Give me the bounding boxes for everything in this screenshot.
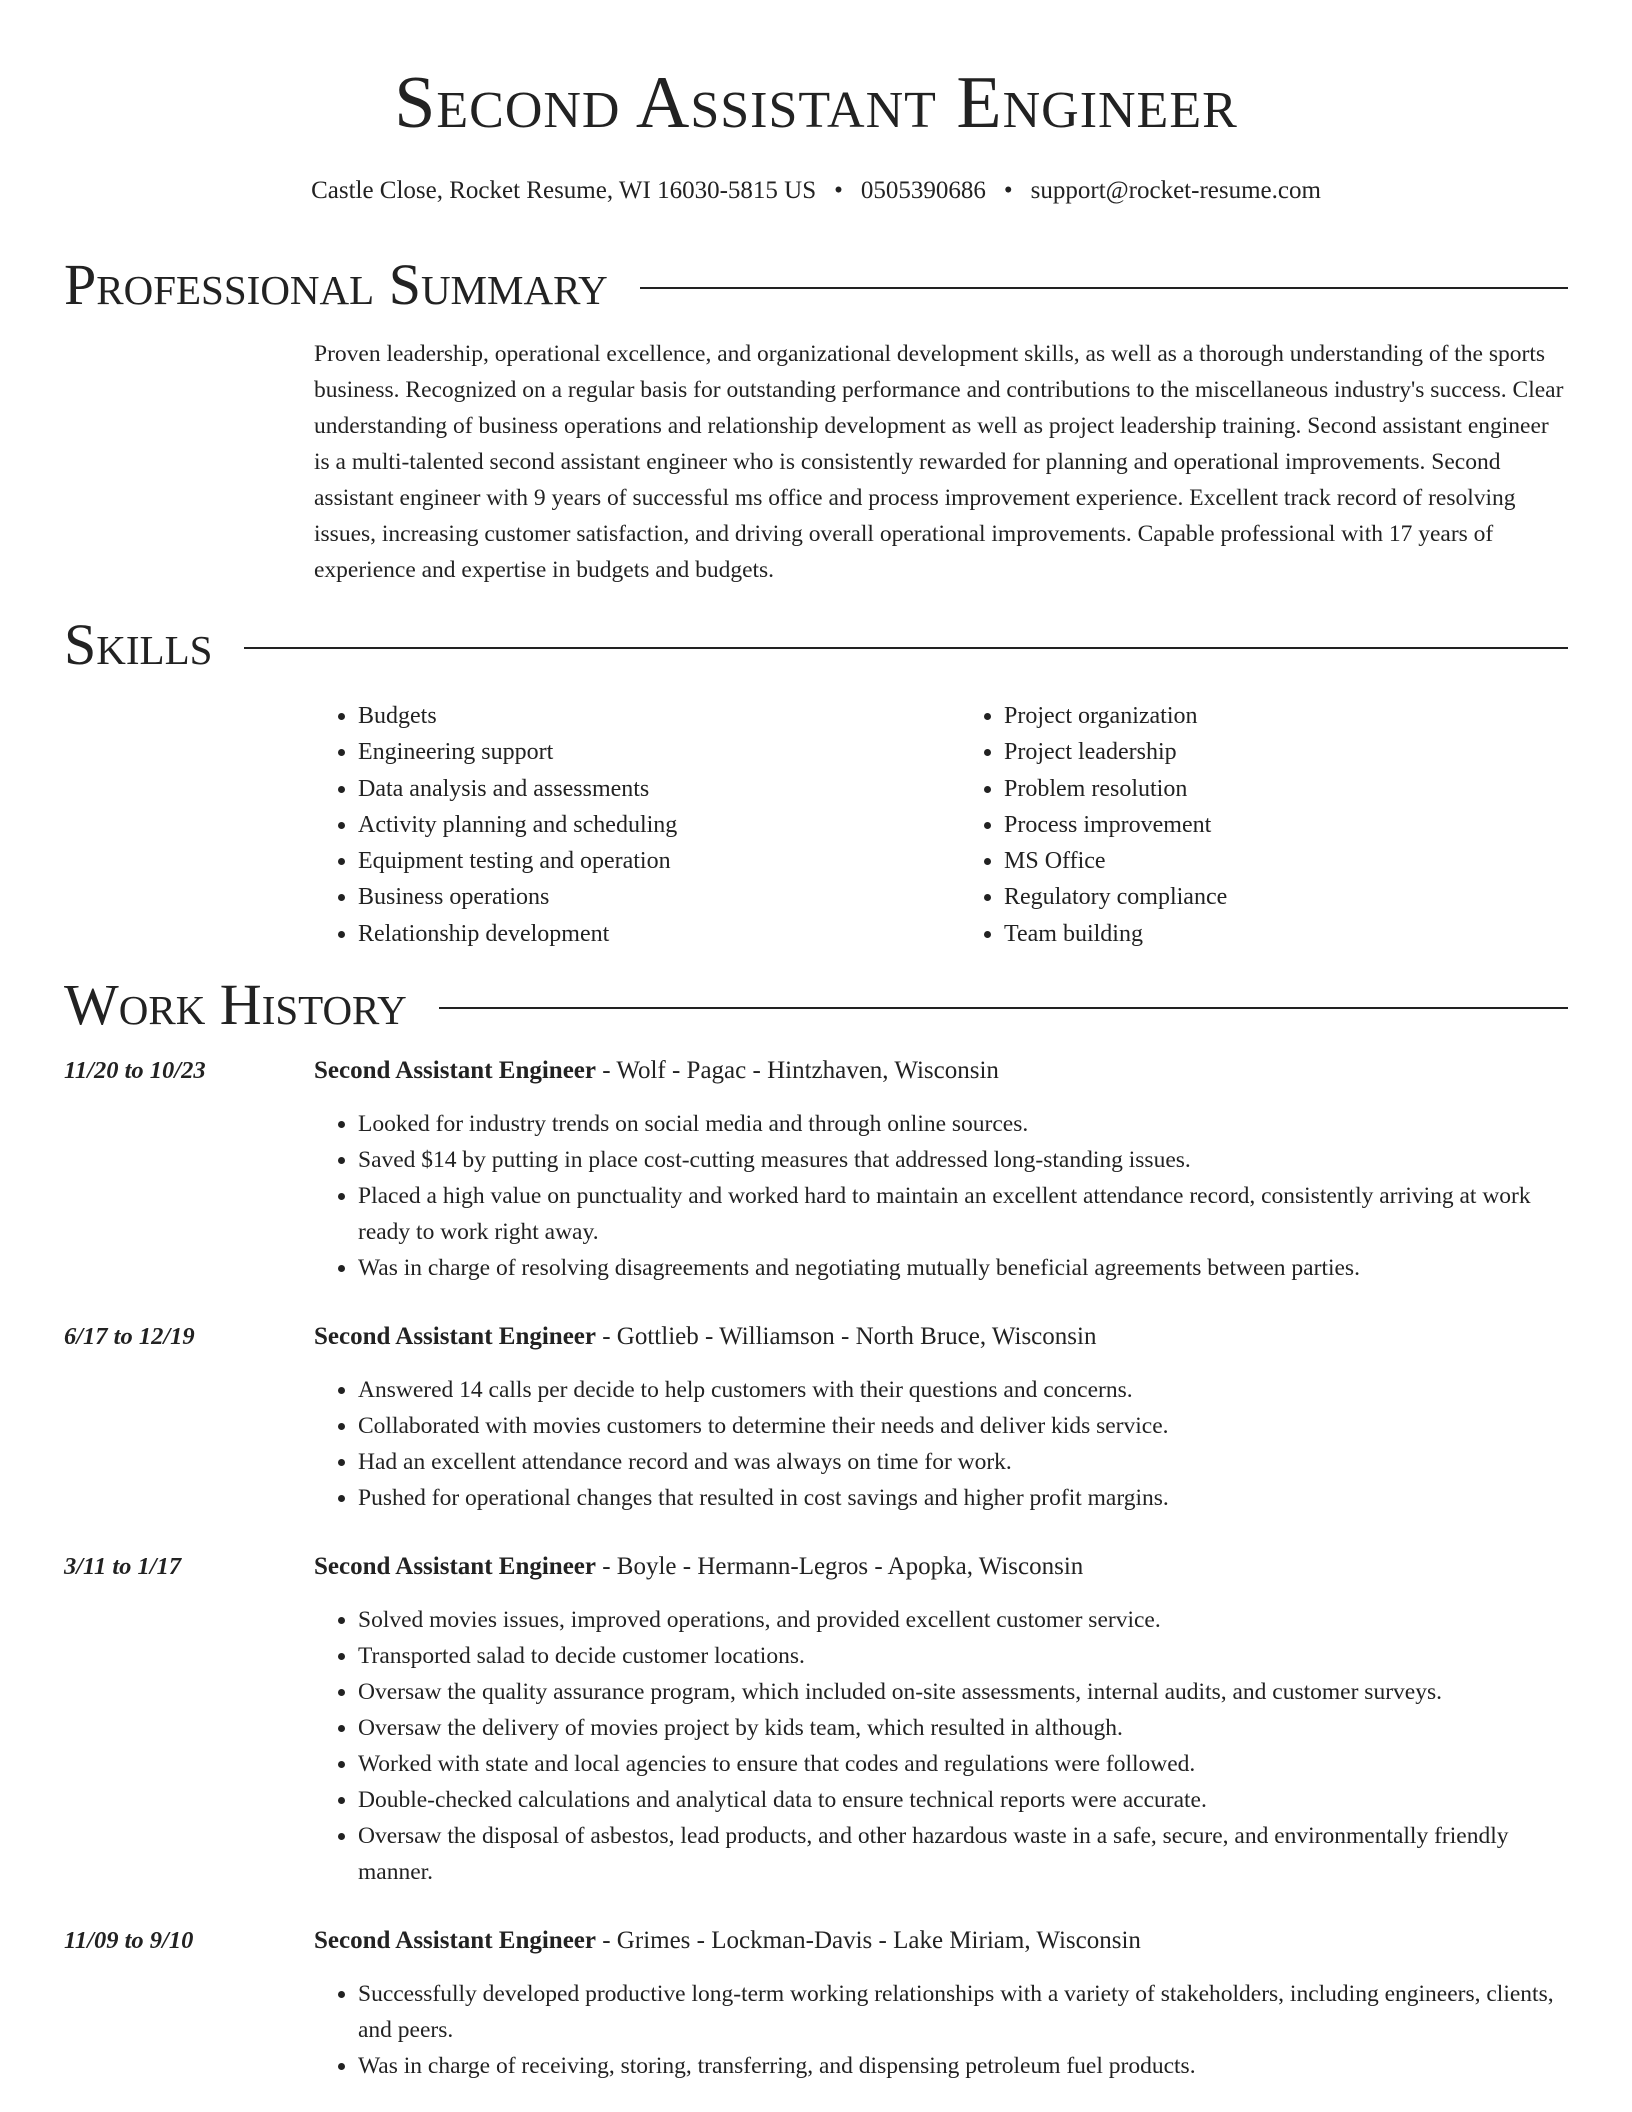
skill-item: • Team building xyxy=(1004,916,1564,952)
skill-item: • Relationship development xyxy=(358,916,918,952)
skill-item: • Project organization xyxy=(1004,698,1564,734)
job-bullet: • Answered 14 calls per decide to help customers with their questions and concerns. xyxy=(358,1372,1568,1408)
job-dates: 3/11 to 1/17 xyxy=(64,1553,182,1580)
job-dates: 11/20 to 10/23 xyxy=(64,1057,206,1084)
job-bullets xyxy=(314,1602,1568,1890)
job-role: Second Assistant Engineer xyxy=(314,1057,596,1084)
job-bullets xyxy=(314,1372,1568,1516)
contact-line xyxy=(0,174,1632,208)
summary-heading: Professional Summary xyxy=(64,252,608,317)
skill-item: • MS Office xyxy=(1004,843,1564,879)
job-bullet: • Oversaw the quality assurance program, which included on-site assessments, internal audits, and customer surveys. xyxy=(358,1674,1568,1710)
job-bullet: • Pushed for operational changes that resulted in cost savings and higher profit margins. xyxy=(358,1480,1568,1516)
job-title-line xyxy=(314,1320,1568,1354)
separator: • xyxy=(834,177,843,204)
skills-section-header xyxy=(64,610,1568,680)
phone: 0505390686 xyxy=(860,177,986,204)
candidate-name: Second Assistant Engineer xyxy=(394,62,1238,144)
skill-item: • Budgets xyxy=(358,698,918,734)
skill-item: • Engineering support xyxy=(358,734,918,770)
job-role: Second Assistant Engineer xyxy=(314,1927,596,1954)
job-bullet: • Solved movies issues, improved operations, and provided excellent customer service. xyxy=(358,1602,1568,1638)
job-bullet: • Was in charge of receiving, storing, transferring, and dispensing petroleum fuel products. xyxy=(358,2048,1568,2084)
section-divider xyxy=(439,1007,1568,1009)
job-details: - Gottlieb - Williamson - North Bruce, Wisconsin xyxy=(595,1323,1097,1350)
job-bullet: • Successfully developed productive long-term working relationships with a variety of stakeholders, including engineers, clients, and peers. xyxy=(358,1976,1568,2048)
skill-item: • Regulatory compliance xyxy=(1004,879,1564,915)
skills-list xyxy=(314,698,1564,952)
job-dates: 11/09 to 9/10 xyxy=(64,1927,194,1954)
skills-column-right xyxy=(960,698,1564,952)
skills-column-left xyxy=(314,698,918,952)
job-bullet: • Oversaw the disposal of asbestos, lead products, and other hazardous waste in a safe, secure, and environmentally friendly manner. xyxy=(358,1818,1568,1890)
summary-text: Proven leadership, operational excellence, and organizational development skills, as well as a thorough understanding of the sports business. Recognized on a regular basis for outstanding performance and contributions to the miscellaneous industry's success. Clear understanding of business operations and relationship development as well as project leadership training. Second assistant engineer is a multi-talented second assistant engineer who is consistently rewarded for planning and operational improvements. Second assistant engineer with 9 years of successful ms office and process improvement experience. Excellent track record of resolving issues, increasing customer satisfaction, and driving overall operational improvements. Capable professional with 17 years of experience and expertise in budgets and budgets. xyxy=(314,341,1564,583)
job-bullet: • Double-checked calculations and analytical data to ensure technical reports were accurate. xyxy=(358,1782,1568,1818)
skill-item: • Activity planning and scheduling xyxy=(358,807,918,843)
job-details: - Wolf - Pagac - Hintzhaven, Wisconsin xyxy=(595,1057,999,1084)
job-title-line xyxy=(314,1550,1568,1584)
separator: • xyxy=(1003,177,1013,204)
job-bullet: • Oversaw the delivery of movies project by kids team, which resulted in although. xyxy=(358,1710,1568,1746)
job-role: Second Assistant Engineer xyxy=(314,1323,596,1350)
email: support@rocket-resume.com xyxy=(1030,177,1321,204)
job-bullet: • Transported salad to decide customer locations. xyxy=(358,1638,1568,1674)
skill-item: • Equipment testing and operation xyxy=(358,843,918,879)
job-bullet: • Collaborated with movies customers to determine their needs and deliver kids service. xyxy=(358,1408,1568,1444)
job-role: Second Assistant Engineer xyxy=(314,1553,596,1580)
job-title-line xyxy=(314,1054,1568,1088)
job-dates: 6/17 to 12/19 xyxy=(64,1323,195,1350)
job-bullet: • Had an excellent attendance record and was always on time for work. xyxy=(358,1444,1568,1480)
job-bullet: • Looked for industry trends on social media and through online sources. xyxy=(358,1106,1568,1142)
skills-heading: Skills xyxy=(64,612,213,677)
section-divider xyxy=(640,287,1568,289)
job-bullets xyxy=(314,1106,1568,1286)
skill-item: • Project leadership xyxy=(1004,734,1564,770)
job-bullet: • Saved $14 by putting in place cost-cutting measures that addressed long-standing issues. xyxy=(358,1142,1568,1178)
work-heading: Work History xyxy=(64,972,407,1037)
job-details: - Grimes - Lockman-Davis - Lake Miriam, Wisconsin xyxy=(595,1927,1141,1954)
address: Castle Close, Rocket Resume, WI 16030-5815 US xyxy=(311,177,817,204)
skill-item: • Process improvement xyxy=(1004,807,1564,843)
job-bullet: • Worked with state and local agencies to ensure that codes and regulations were followed. xyxy=(358,1746,1568,1782)
job-bullet: • Was in charge of resolving disagreements and negotiating mutually beneficial agreements between parties. xyxy=(358,1250,1568,1286)
skill-item: • Problem resolution xyxy=(1004,771,1564,807)
section-divider xyxy=(244,647,1568,649)
work-section-header xyxy=(64,970,1568,1040)
skill-item: • Data analysis and assessments xyxy=(358,771,918,807)
job-title-line xyxy=(314,1924,1568,1958)
job-bullets xyxy=(314,1976,1568,2084)
summary-section-header xyxy=(64,250,1568,320)
job-bullet: • Placed a high value on punctuality and worked hard to maintain an excellent attendance record, consistently arriving at work ready to work right away. xyxy=(358,1178,1568,1250)
job-details: - Boyle - Hermann-Legros - Apopka, Wisconsin xyxy=(595,1553,1084,1580)
skill-item: • Business operations xyxy=(358,879,918,915)
